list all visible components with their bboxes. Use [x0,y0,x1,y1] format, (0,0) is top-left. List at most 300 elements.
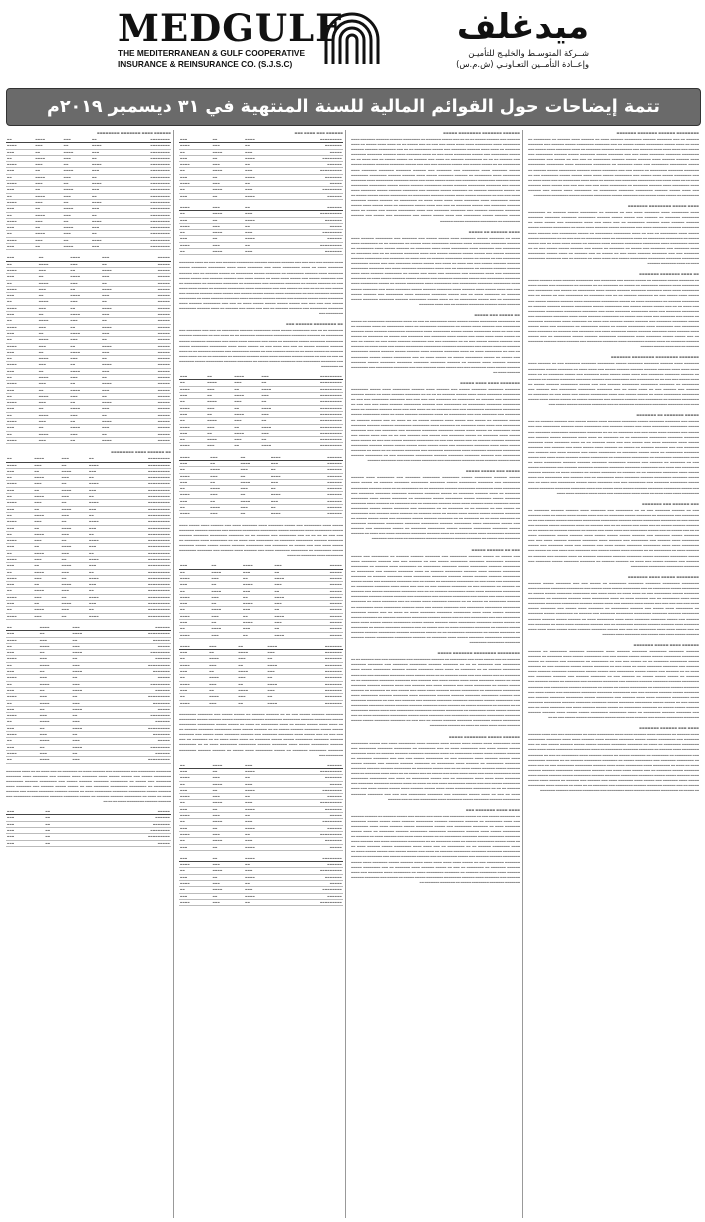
table-cell: ▬▬▬▬ [211,569,242,575]
table-cell: ▬▬▬▬▬▬▬▬▬ [288,393,343,399]
table-cell: ▬▬▬▬ [39,625,72,631]
table-cell: ▬▬▬▬ [208,694,237,700]
table-cell: ▬▬▬▬▬▬▬▬ [119,181,171,187]
table-cell: ▬▬▬ [179,430,206,436]
table-cell: ▬▬▬ [267,650,296,656]
table-cell: ▬▬▬ [179,874,212,880]
table-cell: ▬▬▬▬▬ [133,343,171,349]
table-cell: ▬▬▬ [179,174,212,180]
table-cell: ▬▬▬▬ [38,393,70,399]
table-cell: ▬▬ [72,732,105,738]
table-cell: ▬▬▬ [179,650,208,656]
table-cell: ▬▬▬▬▬▬ [277,893,343,899]
table-cell: ▬▬ [242,613,273,619]
table-cell: ▬▬ [179,467,209,473]
table-cell: ▬▬▬▬▬▬▬▬ [277,819,343,825]
table-cell: ▬▬ [91,193,119,199]
table-cell: ▬▬ [61,594,88,600]
table-cell: ▬▬▬▬ [237,650,266,656]
table-cell: ▬▬▬ [69,261,101,267]
table-cell: ▬▬▬ [6,487,33,493]
table-cell: ▬▬ [44,821,72,827]
table-cell: ▬▬ [244,831,277,837]
body-text: ▬▬▬▬ ▬▬▬▬▬▬▬▬ ▬▬▬▬ ▬▬▬▬▬ ▬▬▬▬ ▬▬▬▬▬ ▬▬▬▬ ▬▬▬▬▬▬ ▬▬▬▬ ▬▬▬▬▬▬▬▬ ▬▬▬▬ ▬▬▬ ▬▬▬▬▬ ▬▬▬▬▬▬▬▬ ▬▬▬▬▬ ▬▬▬▬▬ ▬▬▬▬ ▬▬▬ ▬▬▬▬▬▬▬▬ ▬▬▬▬ ▬▬ ▬▬▬ ▬▬▬▬▬▬▬▬ ▬▬ ▬▬▬▬▬▬▬▬ ▬▬▬▬▬▬▬ ▬▬▬▬▬▬▬▬ ▬▬▬ ▬▬▬▬▬▬ ▬▬▬▬▬▬ ▬▬▬▬ ▬▬▬▬▬ ▬▬▬▬▬▬▬▬ ▬▬ ▬▬▬▬ ▬▬▬▬▬▬▬ ▬▬▬▬▬▬▬ ▬▬▬▬▬▬ ▬▬▬▬▬▬ ▬▬ ▬▬▬▬ ▬▬▬▬▬▬▬ ▬▬▬▬ ▬▬▬▬▬ ▬▬▬▬▬▬ ▬▬▬▬ ▬▬▬▬▬▬▬ ▬▬▬ ▬▬ ▬▬▬▬▬▬▬▬ ▬▬▬▬▬ ▬▬▬ ▬▬▬ ▬▬▬ ▬▬▬▬▬▬▬ ▬▬▬▬▬▬▬ ▬▬ ▬▬▬▬▬▬▬ ▬▬▬▬▬▬▬▬ ▬▬ ▬▬▬▬▬▬ ▬▬▬▬ ▬▬▬▬▬▬▬▬ ▬▬ ▬▬▬▬▬▬▬ ▬▬▬▬▬▬ ▬▬▬▬▬▬ ▬▬▬ ▬▬▬▬▬▬ ▬▬▬▬▬ ▬▬▬▬▬▬ ▬▬▬▬▬ ▬▬▬▬▬▬ ▬▬▬▬▬ ▬▬▬▬ ▬▬ ▬▬ ▬▬▬ ▬▬▬▬▬ ▬▬▬▬▬▬▬ ▬▬ ▬▬▬▬▬▬▬▬ ▬▬▬▬▬▬ ▬▬▬▬▬▬ ▬▬▬▬▬▬▬ ▬▬▬▬ ▬▬▬▬▬▬▬▬ ▬▬▬▬ ▬▬▬ ▬▬▬▬ ▬▬▬▬ ▬▬▬▬ ▬▬▬ ▬▬▬▬▬ ▬▬ ▬▬▬ ▬▬▬▬▬ ▬▬ ▬▬ ▬▬▬▬ ▬▬▬▬ ▬▬▬▬▬▬▬ ▬▬ ▬▬▬▬ ▬▬▬▬▬▬▬ ▬▬▬▬ ▬▬▬▬ ▬▬▬▬ ▬▬▬▬▬▬▬▬ ▬▬ ▬▬▬ ▬▬▬▬▬ ▬▬▬▬▬▬▬▬ ▬▬ ▬▬▬▬ ▬▬▬ ▬▬▬▬▬▬▬▬ ▬▬▬▬▬▬▬▬ ▬▬▬▬▬▬▬▬ ▬▬▬▬▬ ▬▬▬ ▬▬▬ ▬▬▬▬▬ ▬▬▬▬▬▬▬▬ ▬▬▬▬ ▬▬▬ ▬▬ ▬▬▬▬ ▬▬ ▬▬▬▬ ▬▬▬▬▬▬ ▬▬▬▬▬▬▬ ▬▬▬▬▬▬▬ ▬▬▬ ▬▬▬▬▬▬ ▬▬ ▬▬ ▬▬ ▬▬▬▬▬▬▬▬ ▬▬▬▬▬▬▬▬ ▬▬▬▬ ▬▬▬▬ ▬▬▬▬▬ ▬▬▬▬▬▬ ▬▬▬▬ ▬▬▬▬▬ ▬▬▬▬▬ ▬▬▬▬ ▬▬▬ ▬▬▬▬ ▬▬▬▬ ▬▬ ▬▬▬ ▬▬ ▬▬▬▬ ▬▬▬▬▬ ▬▬▬▬▬▬▬ ▬▬▬ ▬▬▬▬▬▬▬ ▬▬▬▬▬▬▬▬ ▬▬▬ ▬▬▬ ▬▬▬ ▬▬▬▬▬▬▬ ▬▬▬▬▬▬▬ ▬▬▬▬▬▬▬▬ ▬▬▬▬▬▬ ▬▬▬▬▬▬▬ ▬▬▬▬▬ ▬▬▬▬▬▬▬ ▬▬▬▬ ▬▬▬▬▬▬▬▬ ▬▬▬ ▬▬ ▬▬▬ ▬▬▬▬▬▬ [351,741,520,801]
table-cell: ▬▬▬▬ [34,174,62,180]
table-cell: ▬▬▬ [38,362,70,368]
table-cell: ▬▬▬ [72,738,105,744]
table-cell: ▬▬ [101,374,133,380]
table-cell: ▬▬▬ [273,619,304,625]
table-cell: ▬▬▬ [69,374,101,380]
table-cell: ▬▬ [61,481,88,487]
table-cell: ▬▬▬ [38,324,70,330]
table-cell: ▬▬ [179,168,212,174]
table-cell: ▬▬▬▬▬▬▬ [104,637,171,643]
table-cell: ▬▬ [38,406,70,412]
table-cell: ▬▬▬ [88,468,115,474]
table-cell: ▬▬▬▬▬ [133,261,171,267]
table-row [179,899,343,905]
table-cell: ▬▬▬ [69,337,101,343]
table-cell: ▬▬▬ [244,781,277,787]
table-cell: ▬▬▬▬▬▬ [277,193,343,199]
table-cell: ▬▬▬▬▬▬▬▬▬ [115,512,171,518]
table-cell: ▬▬▬▬▬ [277,149,343,155]
table-cell: ▬▬▬ [33,538,60,544]
table-cell: ▬▬▬▬ [6,613,33,619]
table-cell: ▬▬▬ [212,881,245,887]
table-cell: ▬▬ [233,424,260,430]
table-cell: ▬▬▬▬▬▬▬▬ [277,887,343,893]
table-cell: ▬▬ [6,356,38,362]
table-cell: ▬▬ [38,255,70,261]
table-cell: ▬▬▬ [242,607,273,613]
table-cell: ▬▬▬ [101,330,133,336]
table-cell: ▬▬ [33,582,60,588]
table-cell: ▬▬ [101,299,133,305]
table-cell: ▬▬▬▬▬▬ [104,656,171,662]
table-cell: ▬▬ [208,650,237,656]
table-cell: ▬▬ [240,511,270,517]
table-row [6,244,171,250]
table-cell: ▬▬▬ [63,193,91,199]
table-cell: ▬▬▬▬ [33,588,60,594]
table-cell: ▬▬▬ [6,706,39,712]
notes-columns [4,130,701,1218]
table-cell: ▬▬ [39,706,72,712]
table-cell: ▬▬ [61,557,88,563]
table-cell: ▬▬▬▬ [38,261,70,267]
table-cell: ▬▬▬▬▬▬ [277,825,343,831]
body-text: ▬▬▬▬▬▬▬ ▬▬ ▬▬ ▬▬▬ ▬▬▬▬▬▬▬▬ ▬▬▬▬▬ ▬▬▬▬ ▬▬▬▬▬▬▬▬ ▬▬▬▬▬▬ ▬▬▬▬▬▬▬▬ ▬▬ ▬▬▬ ▬▬▬ ▬▬▬▬▬▬▬ ▬▬▬ ▬▬▬▬▬▬▬▬ ▬▬ ▬▬▬▬▬▬ ▬▬▬▬▬▬▬ ▬▬▬▬▬▬▬▬ ▬▬▬▬▬▬▬▬ ▬▬▬▬▬▬▬ ▬▬ ▬▬ ▬▬▬▬ ▬▬▬ ▬▬ ▬▬▬▬▬▬▬ ▬▬▬▬▬▬ ▬▬▬▬▬▬▬▬ ▬▬▬▬▬▬▬ ▬▬▬▬▬ ▬▬▬▬▬▬▬ ▬▬ ▬▬▬▬ ▬▬▬ ▬▬▬▬▬▬ ▬▬▬▬ ▬▬▬▬ ▬▬▬ ▬▬▬▬▬▬▬ ▬▬▬▬▬▬▬ ▬▬▬▬▬ ▬▬▬▬▬▬ ▬▬▬▬▬▬ ▬▬▬▬▬ ▬▬ ▬▬▬ ▬▬▬ ▬▬▬▬ ▬▬▬ ▬▬ ▬▬▬▬▬ ▬▬▬▬ ▬▬▬▬ ▬▬▬▬▬▬▬▬ ▬▬▬▬▬▬▬▬ ▬▬▬▬▬ ▬▬▬▬▬▬ ▬▬ ▬▬▬▬▬ ▬▬▬▬ ▬▬ ▬▬ ▬▬▬▬ ▬▬▬▬▬▬ ▬▬▬ ▬▬ ▬▬▬▬▬ ▬▬▬▬▬▬▬▬ ▬▬▬ ▬▬▬▬▬▬ ▬▬▬▬▬▬ ▬▬ ▬▬ ▬▬▬▬ ▬▬ ▬▬▬ ▬▬ ▬▬▬ ▬▬ ▬▬▬▬▬ ▬▬▬▬▬ ▬▬▬▬▬▬ ▬▬▬▬ ▬▬▬▬ ▬▬▬▬▬▬ ▬▬▬▬▬▬ ▬▬ ▬▬▬▬▬▬▬ ▬▬ ▬▬ ▬▬ ▬▬▬▬ ▬▬▬▬ ▬▬▬ ▬▬▬▬▬▬▬ ▬▬▬▬▬▬▬▬ ▬▬▬ ▬▬▬▬▬▬▬ ▬▬▬▬▬ ▬▬▬▬▬ ▬▬ ▬▬▬▬▬▬▬ ▬▬▬▬▬▬ ▬▬▬▬▬▬▬▬ ▬▬▬▬▬ ▬▬▬▬▬▬▬ ▬▬ ▬▬▬▬▬▬▬▬ [179,329,343,369]
table-cell: ▬▬▬ [261,430,288,436]
table-cell: ▬▬ [267,656,296,662]
table-cell: ▬▬▬▬ [261,405,288,411]
table-cell: ▬▬▬▬ [212,819,245,825]
section-heading: ▬▬▬ ▬▬▬▬▬▬ ▬▬▬ ▬▬▬▬▬▬▬ [642,501,699,506]
table-cell: ▬▬▬ [179,893,212,899]
table-cell: ▬▬▬▬ [6,675,39,681]
table-cell: ▬▬▬▬▬ [133,437,171,443]
table-cell: ▬▬▬ [179,563,211,569]
table-cell: ▬▬▬▬ [61,582,88,588]
table-cell: ▬▬▬▬ [61,601,88,607]
table-cell: ▬▬▬▬▬▬ [104,625,171,631]
table-cell: ▬▬▬ [212,162,245,168]
table-cell: ▬▬▬▬ [38,412,70,418]
table-cell: ▬▬▬▬▬▬ [277,794,343,800]
table-cell: ▬▬▬▬▬ [73,809,171,815]
table-cell: ▬▬ [6,261,38,267]
table-cell: ▬▬▬ [212,862,245,868]
table-cell: ▬▬▬ [72,625,105,631]
section-heading: ▬▬▬▬▬▬▬▬ ▬▬▬▬▬▬ ▬▬▬▬▬▬▬ ▬▬▬▬▬▬▬ [616,131,699,135]
table-cell: ▬▬▬ [91,206,119,212]
table-cell: ▬▬▬▬▬▬ [277,862,343,868]
table-cell: ▬▬▬▬ [244,787,277,793]
table-cell: ▬▬▬▬▬ [73,840,171,846]
financial-table [179,856,343,906]
table-cell: ▬▬▬▬ [240,498,270,504]
table-cell: ▬▬▬▬▬▬▬▬ [119,193,171,199]
table-cell: ▬▬▬ [211,594,242,600]
table-cell: ▬▬▬▬▬▬ [104,750,171,756]
table-cell: ▬▬ [179,249,212,255]
table-cell: ▬▬▬▬ [101,437,133,443]
table-cell: ▬▬▬▬▬▬ [300,460,343,466]
table-cell: ▬▬▬▬▬ [104,738,171,744]
table-cell: ▬▬▬▬▬▬▬▬▬ [104,725,171,731]
table-cell: ▬▬▬ [212,181,245,187]
body-text: ▬▬▬▬▬ ▬▬▬▬ ▬▬▬▬▬▬▬▬ ▬▬▬ ▬▬▬▬▬ ▬▬▬▬▬▬▬ ▬▬▬▬ ▬▬▬▬▬▬▬ ▬▬▬▬ ▬▬▬ ▬▬▬▬▬▬ ▬▬▬▬ ▬▬▬▬▬ ▬▬▬▬ ▬▬▬▬▬ ▬▬▬▬▬▬▬▬ ▬▬▬▬ ▬▬▬▬▬▬▬ ▬▬▬▬▬ ▬▬▬▬▬▬▬▬ ▬▬▬▬▬▬▬▬ ▬▬▬▬▬▬ ▬▬▬ ▬▬▬▬▬▬ ▬▬▬▬▬▬ ▬▬▬▬▬▬▬ ▬▬▬ ▬▬▬ ▬▬ ▬▬ ▬▬ ▬▬ ▬▬▬ ▬▬▬▬▬▬▬▬ ▬▬▬ ▬▬▬▬▬▬ ▬▬ ▬▬ ▬▬▬▬▬▬▬ ▬▬▬▬▬▬▬▬ ▬▬▬▬▬▬▬ ▬▬▬▬▬▬ ▬▬▬▬▬▬▬ ▬▬▬▬▬▬ ▬▬▬▬▬▬▬▬ ▬▬▬▬▬▬▬ ▬▬ ▬▬▬▬▬▬▬▬ ▬▬▬ ▬▬▬▬ ▬▬ ▬▬ ▬▬▬▬▬▬▬▬ ▬▬▬▬ ▬▬▬▬▬▬▬ ▬▬ ▬▬▬▬▬ ▬▬▬▬ ▬▬▬ ▬▬▬ ▬▬▬▬▬ ▬▬ ▬▬▬▬▬▬▬ ▬▬▬ ▬▬▬▬▬▬▬▬ ▬▬▬▬▬▬ ▬▬▬▬▬ ▬▬▬▬▬ ▬▬▬▬▬ ▬▬▬▬▬▬▬ ▬▬▬▬▬ ▬▬▬▬▬▬▬▬ ▬▬ ▬▬▬▬▬▬▬▬ ▬▬▬▬▬▬▬ ▬▬▬▬ ▬▬▬ ▬▬▬▬▬▬ ▬▬▬▬ ▬▬▬▬▬▬ ▬▬▬ ▬▬▬▬▬▬▬ ▬▬▬▬▬▬▬▬ ▬▬▬▬▬▬▬▬ ▬▬▬▬ ▬▬▬▬▬▬▬ ▬▬ ▬▬▬▬ [179,523,343,558]
table-cell: ▬▬▬▬▬ [133,381,171,387]
table-cell: ▬▬▬▬ [206,399,233,405]
section-heading: ▬▬▬▬▬▬▬▬ ▬▬▬▬▬ ▬▬▬▬ ▬▬▬▬▬▬▬ [627,574,699,579]
table-cell: ▬▬▬▬ [6,594,33,600]
table-cell: ▬▬ [34,187,62,193]
table-cell: ▬▬▬▬▬▬▬▬▬ [115,557,171,563]
table-cell: ▬▬▬▬▬ [133,255,171,261]
table-cell: ▬▬▬ [6,368,38,374]
table-cell: ▬▬▬ [61,569,88,575]
body-text: ▬▬▬▬▬▬ ▬▬ ▬▬▬ ▬▬▬▬▬ ▬▬▬▬ ▬▬▬ ▬▬▬▬▬▬▬▬ ▬▬ ▬▬▬▬▬▬ ▬▬▬▬▬▬▬▬ ▬▬▬ ▬▬▬▬▬▬▬▬ ▬▬▬ ▬▬▬ ▬▬▬▬▬▬ ▬▬ ▬▬ ▬▬▬▬▬▬▬▬ ▬▬▬ ▬▬▬▬▬▬▬ ▬▬ ▬▬ ▬▬ ▬▬▬▬▬▬▬ ▬▬▬▬▬▬ ▬▬▬▬▬▬▬▬ ▬▬▬▬▬▬▬ ▬▬▬ ▬▬▬▬▬▬▬ ▬▬▬▬▬▬▬ ▬▬▬▬▬▬▬▬ ▬▬▬▬▬▬ ▬▬ ▬▬ ▬▬▬▬▬▬▬ ▬▬ ▬▬▬▬ ▬▬▬▬ ▬▬▬▬▬▬▬ ▬▬▬▬▬ ▬▬▬▬▬▬ ▬▬▬▬▬▬▬▬ ▬▬▬▬▬ ▬▬▬▬ ▬▬▬▬▬▬▬ ▬▬ ▬▬▬ ▬▬▬▬▬ ▬▬▬ ▬▬▬ ▬▬▬▬ ▬▬▬▬▬▬ ▬▬ ▬▬ ▬▬▬▬ ▬▬▬▬▬ ▬▬▬▬ ▬▬▬▬▬▬▬ ▬▬▬▬▬▬▬ ▬▬▬ ▬▬▬ ▬▬▬▬ ▬▬▬▬ ▬▬ ▬▬▬▬▬ ▬▬▬▬▬▬▬ ▬▬▬▬ ▬▬▬▬ ▬▬▬▬▬ ▬▬▬▬ ▬▬▬ ▬▬▬▬▬▬ ▬▬▬ ▬▬▬▬▬▬▬ ▬▬▬▬▬▬▬ ▬▬▬▬▬▬▬▬ ▬▬ ▬▬ ▬▬▬▬▬ ▬▬▬▬▬ ▬▬ ▬▬▬▬▬▬▬▬ ▬▬▬▬ ▬▬▬ ▬▬▬▬▬▬ ▬▬▬▬ ▬▬▬ ▬▬▬▬▬▬ ▬▬▬ ▬▬▬▬ ▬▬▬▬▬▬ ▬▬▬▬▬▬ ▬▬▬▬▬▬▬ ▬▬▬▬▬▬▬▬ ▬▬▬▬▬▬▬▬ ▬▬ ▬▬▬▬▬▬▬▬ ▬▬▬▬▬ ▬▬▬▬▬▬ ▬▬▬▬ ▬▬▬▬ ▬▬▬ ▬▬▬▬▬ ▬▬▬ ▬▬ ▬▬▬▬▬▬▬ ▬▬ ▬▬▬▬▬▬ ▬▬▬ ▬▬▬▬▬▬ ▬▬▬▬▬▬▬▬ ▬▬▬▬▬▬▬ ▬▬▬▬▬▬ ▬▬▬▬▬▬ ▬▬▬▬▬▬▬▬ ▬▬▬▬ ▬▬▬▬▬▬▬ ▬▬▬▬▬▬ ▬▬▬▬▬▬▬▬ ▬▬▬▬ ▬▬▬ ▬▬▬▬▬▬▬▬ ▬▬▬▬▬ ▬▬▬▬▬▬▬ ▬▬▬▬▬▬▬ ▬▬▬▬▬▬▬ ▬▬▬▬▬▬ ▬▬▬ ▬▬▬▬▬▬ ▬▬▬ ▬▬▬ ▬▬ ▬▬▬▬▬▬▬ ▬▬▬▬▬▬▬ ▬▬ ▬▬ ▬▬▬▬▬▬ ▬▬ ▬▬▬▬▬▬▬ ▬▬▬▬▬ ▬▬ ▬▬▬▬▬▬ ▬▬▬▬ ▬▬▬▬▬▬▬ ▬▬▬▬▬▬ ▬▬▬▬▬▬ ▬▬▬▬▬ ▬▬▬▬▬▬▬ ▬▬▬▬▬▬▬▬ ▬▬▬▬▬▬ ▬▬▬▬▬ ▬▬▬▬ ▬▬▬▬▬▬▬▬ ▬▬ ▬▬▬▬▬▬▬▬ ▬▬▬▬▬▬ ▬▬▬▬▬▬▬▬ ▬▬▬▬▬▬▬▬ ▬▬▬ ▬▬▬▬ ▬▬▬▬▬ ▬▬▬▬▬▬▬▬ ▬▬▬▬▬▬▬ ▬▬▬▬▬▬▬▬ ▬▬▬▬▬▬▬▬ ▬▬▬▬▬▬▬▬ ▬▬▬ ▬▬▬▬▬▬▬ ▬▬▬▬ ▬▬▬▬▬ ▬▬▬▬▬▬▬▬ ▬▬▬▬▬▬▬▬ ▬▬▬▬ ▬▬ ▬▬▬ ▬▬▬▬▬▬▬▬ ▬▬▬▬▬ ▬▬▬▬▬▬▬▬ ▬▬▬▬▬▬▬ ▬▬▬▬▬▬ ▬▬▬▬▬ ▬▬ ▬▬▬ ▬▬▬ ▬▬ ▬▬▬▬▬▬▬ ▬▬▬▬▬▬▬ ▬▬▬▬▬ ▬▬▬▬▬ ▬▬▬▬▬▬ ▬▬▬▬ ▬▬▬▬ ▬▬▬▬ ▬▬ ▬▬▬▬ ▬▬ ▬▬▬▬▬▬ ▬▬▬▬▬▬▬▬ [351,658,520,728]
table-cell: ▬▬▬▬▬▬▬▬ [104,681,171,687]
table-cell: ▬▬ [61,500,88,506]
table-cell: ▬▬▬ [6,406,38,412]
table-cell: ▬▬▬ [267,687,296,693]
table-cell: ▬▬▬ [39,694,72,700]
brand-subtitle-en-1: THE MEDITERRANEAN & GULF COOPERATIVE [118,48,305,58]
table-cell: ▬▬ [101,412,133,418]
table-cell: ▬▬▬▬▬▬▬▬▬ [288,411,343,417]
table-cell: ▬▬▬▬ [6,500,33,506]
table-cell: ▬▬▬▬ [6,324,38,330]
table-cell: ▬▬ [244,242,277,248]
table-cell: ▬▬▬▬▬▬ [277,236,343,242]
table-cell: ▬▬▬ [209,511,239,517]
table-cell: ▬▬▬▬ [244,856,277,862]
table-cell: ▬▬▬▬▬▬▬▬ [119,206,171,212]
table-cell: ▬▬▬▬▬▬▬ [104,669,171,675]
table-cell: ▬▬ [38,349,70,355]
table-cell: ▬▬▬▬ [6,286,38,292]
table-cell: ▬▬▬ [33,613,60,619]
table-cell: ▬▬▬▬ [179,162,212,168]
table-cell: ▬▬ [6,337,38,343]
table-row [179,443,343,449]
table-cell: ▬▬▬▬▬ [133,280,171,286]
table-cell: ▬▬▬▬ [244,193,277,199]
table-cell: ▬▬▬▬▬▬▬ [296,675,343,681]
table-cell: ▬▬▬▬▬▬ [277,205,343,211]
table-cell: ▬▬ [209,479,239,485]
table-cell: ▬▬▬▬ [69,406,101,412]
table-cell: ▬▬▬▬▬▬▬▬ [119,162,171,168]
table-cell: ▬▬▬▬ [233,393,260,399]
table-cell: ▬▬▬▬ [244,893,277,899]
table-cell: ▬▬▬▬ [244,844,277,850]
table-cell: ▬▬▬ [6,330,38,336]
financial-table [6,809,171,847]
table-cell: ▬▬▬ [91,187,119,193]
table-cell: ▬▬▬ [6,821,44,827]
table-cell: ▬▬ [212,874,245,880]
table-cell: ▬▬ [212,217,245,223]
table-cell: ▬▬▬ [101,368,133,374]
table-cell: ▬▬▬▬ [211,588,242,594]
table-cell: ▬▬▬▬ [101,381,133,387]
table-cell: ▬▬▬▬ [212,187,245,193]
table-cell: ▬▬▬▬▬▬▬ [277,838,343,844]
table-cell: ▬▬▬ [88,506,115,512]
table-cell: ▬▬ [233,386,260,392]
table-cell: ▬▬▬▬▬▬▬ [296,687,343,693]
table-cell: ▬▬▬▬▬ [133,400,171,406]
table-cell: ▬▬▬▬▬▬ [300,492,343,498]
table-cell: ▬▬▬ [61,494,88,500]
table-cell: ▬▬▬▬▬▬ [300,505,343,511]
table-cell: ▬▬ [6,625,39,631]
section-heading: ▬▬▬▬▬▬ ▬▬▬ ▬▬▬▬ ▬▬▬ [294,131,343,135]
table-cell: ▬▬ [63,162,91,168]
table-cell: ▬▬ [244,899,277,905]
table-cell: ▬▬▬▬ [242,563,273,569]
table-cell: ▬▬▬▬ [69,255,101,261]
table-cell: ▬▬▬ [33,500,60,506]
table-cell: ▬▬▬▬▬ [133,286,171,292]
table-cell: ▬▬ [69,437,101,443]
table-cell: ▬▬ [211,601,242,607]
table-cell: ▬▬▬ [233,399,260,405]
table-cell: ▬▬▬ [38,305,70,311]
table-cell: ▬▬ [212,844,245,850]
table-cell: ▬▬ [6,569,33,575]
table-cell: ▬▬ [6,588,33,594]
table-cell: ▬▬▬▬▬▬▬ [277,143,343,149]
table-cell: ▬▬ [69,305,101,311]
table-cell: ▬▬ [179,505,209,511]
table-cell: ▬▬ [69,419,101,425]
table-cell: ▬▬▬▬ [242,619,273,625]
table-cell: ▬▬▬▬ [38,280,70,286]
table-cell: ▬▬▬▬ [6,400,38,406]
table-cell: ▬▬ [212,787,245,793]
table-cell: ▬▬▬▬▬▬▬▬▬ [104,694,171,700]
table-cell: ▬▬▬ [101,406,133,412]
table-cell: ▬▬▬▬ [6,694,39,700]
table-cell: ▬▬▬ [261,393,288,399]
table-cell: ▬▬▬▬▬ [133,293,171,299]
table-cell: ▬▬▬▬ [208,656,237,662]
table-cell: ▬▬▬▬ [6,419,38,425]
table-cell: ▬▬▬ [206,405,233,411]
table-cell: ▬▬ [206,393,233,399]
table-row [179,700,343,706]
table-cell: ▬▬ [101,318,133,324]
table-cell: ▬▬▬ [208,662,237,668]
table-cell: ▬▬▬▬ [6,237,34,243]
table-cell: ▬▬ [179,588,211,594]
table-cell: ▬▬▬▬ [244,874,277,880]
column-notes-middle [349,130,523,1218]
table-cell: ▬▬▬▬▬ [133,299,171,305]
table-cell: ▬▬ [6,681,39,687]
table-cell: ▬▬▬ [237,694,266,700]
table-cell: ▬▬ [261,399,288,405]
table-cell: ▬▬▬▬ [179,473,209,479]
table-cell: ▬▬▬ [237,656,266,662]
logo-arabic [384,6,589,70]
table-cell: ▬▬▬▬ [69,349,101,355]
table-cell: ▬▬▬ [6,631,39,637]
table-cell: ▬▬ [237,700,266,706]
table-cell: ▬▬▬▬▬ [277,844,343,850]
table-cell: ▬▬▬ [33,519,60,525]
table-cell: ▬▬▬▬▬ [277,813,343,819]
section-heading: ▬▬▬▬▬▬ ▬▬▬▬ ▬▬▬▬▬ ▬▬▬▬▬▬▬ [633,642,699,647]
table-cell: ▬▬▬▬ [63,225,91,231]
table-cell: ▬▬▬▬ [63,187,91,193]
table-cell: ▬▬▬ [212,831,245,837]
table-cell: ▬▬▬▬ [212,838,245,844]
table-cell: ▬▬ [6,662,39,668]
table-cell: ▬▬▬▬ [34,212,62,218]
table-cell: ▬▬ [209,460,239,466]
table-cell: ▬▬▬▬▬ [133,349,171,355]
table-cell: ▬▬▬▬ [33,531,60,537]
table-cell: ▬▬▬▬ [88,500,115,506]
table-cell: ▬▬▬▬ [240,460,270,466]
body-text: ▬▬▬ ▬▬▬▬▬ ▬▬ ▬▬▬▬▬ ▬▬▬▬▬▬ ▬▬▬▬▬▬▬▬ ▬▬▬ ▬▬▬▬▬▬▬ ▬▬▬▬▬▬ ▬▬▬▬▬▬ ▬▬ ▬▬▬▬▬▬▬▬ ▬▬▬ ▬▬▬▬▬ ▬▬▬▬▬▬▬ ▬▬▬▬▬▬▬▬ ▬▬▬▬▬▬▬ ▬▬▬▬▬▬▬▬ ▬▬▬▬▬ ▬▬▬ ▬▬ ▬▬▬▬▬▬ ▬▬▬ ▬▬▬ ▬▬▬▬▬▬ ▬▬▬▬▬▬▬ ▬▬▬▬ ▬▬▬▬▬▬▬▬ ▬▬▬▬▬▬ ▬▬▬▬▬▬▬▬ ▬▬▬▬▬ ▬▬▬▬▬▬▬ ▬▬▬▬▬▬▬▬ ▬▬ ▬▬▬▬▬▬▬▬ ▬▬▬▬ ▬▬▬▬▬▬ ▬▬ ▬▬▬▬▬▬▬▬ ▬▬▬▬▬▬▬▬ ▬▬▬▬▬▬ ▬▬▬▬ ▬▬▬▬▬▬ ▬▬▬▬▬▬▬▬ ▬▬▬▬▬▬ ▬▬ ▬▬▬▬ ▬▬▬▬▬▬▬ ▬▬▬▬▬▬ ▬▬▬ ▬▬▬▬▬▬▬▬ ▬▬ ▬▬▬▬▬▬▬▬ ▬▬▬▬▬▬ ▬▬▬▬▬▬ ▬▬▬▬▬ ▬▬▬▬▬▬ ▬▬▬▬▬▬▬ ▬▬▬▬▬▬▬▬ ▬▬▬▬ ▬▬▬▬▬▬▬ ▬▬▬▬▬▬ ▬▬ ▬▬▬▬▬▬▬ ▬▬▬▬▬▬▬▬ ▬▬▬ ▬▬▬▬ ▬▬▬ ▬▬ ▬▬▬▬▬▬▬▬ ▬▬▬▬▬▬▬ ▬▬ ▬▬▬▬▬ ▬▬ ▬▬▬ ▬▬▬▬▬▬▬ ▬▬▬▬▬▬▬ ▬▬▬ ▬▬▬▬▬ ▬▬▬▬▬ ▬▬ ▬▬▬▬▬▬ ▬▬ ▬▬▬▬▬▬▬ ▬▬▬ ▬▬ ▬▬▬▬▬▬▬ ▬▬▬▬▬▬ ▬▬▬ ▬▬ ▬▬▬ ▬▬▬ ▬▬▬▬ ▬▬▬▬ ▬▬▬▬▬▬▬ ▬▬▬▬▬▬▬▬ ▬▬ ▬▬▬▬▬▬▬▬ ▬▬▬▬▬▬▬▬ ▬▬▬▬ ▬▬▬▬ ▬▬▬▬▬▬▬▬ ▬▬▬▬▬▬ ▬▬ ▬▬ ▬▬▬ ▬▬▬▬▬▬▬ ▬▬▬▬▬▬▬▬ ▬▬▬▬▬ ▬▬▬ ▬▬▬▬▬▬ ▬▬▬▬▬▬▬ ▬▬▬▬ ▬▬▬ ▬▬▬▬▬ ▬▬▬ ▬▬▬▬▬▬▬▬ ▬▬▬▬▬▬ ▬▬▬ ▬▬▬▬▬▬▬▬ ▬▬▬ ▬▬▬▬▬▬ ▬▬▬▬▬ ▬▬▬▬▬▬ ▬▬▬▬▬▬▬▬ ▬▬▬▬▬▬ ▬▬▬▬▬▬▬▬ ▬▬ ▬▬▬▬▬ ▬▬ ▬▬ ▬▬▬▬▬▬ ▬▬▬▬▬▬▬ ▬▬▬▬ ▬▬▬▬▬ ▬▬ ▬▬▬ ▬▬▬▬▬▬▬ ▬▬▬▬ ▬▬ ▬▬▬▬▬▬▬ ▬▬▬▬▬▬▬▬ ▬▬▬▬▬▬▬▬ ▬▬▬▬▬▬▬▬ ▬▬▬ ▬▬▬▬▬▬▬ ▬▬▬▬▬ ▬▬▬ ▬▬▬▬ ▬▬▬▬▬▬ ▬▬▬▬▬▬▬▬ ▬▬▬▬ ▬▬▬▬▬▬▬▬ ▬▬ ▬▬▬▬▬▬▬ ▬▬▬▬▬ ▬▬▬▬ ▬▬▬▬ ▬▬▬▬▬▬▬▬ ▬▬▬▬▬▬▬ ▬▬▬▬▬▬▬ ▬▬▬▬ ▬▬ ▬▬▬▬ ▬▬ ▬▬▬ ▬▬▬▬▬ ▬▬▬▬▬▬▬ ▬▬▬▬▬▬▬▬ ▬▬▬ ▬▬▬ ▬▬▬▬▬▬▬▬ ▬▬▬ ▬▬ ▬▬▬ ▬▬▬▬▬ ▬▬▬▬▬▬ ▬▬▬▬▬▬▬ ▬▬▬▬▬▬▬ ▬▬▬▬▬▬ ▬▬ ▬▬▬▬▬▬▬ ▬▬▬▬▬ ▬▬ ▬▬▬▬▬ ▬▬▬▬▬ ▬▬▬▬▬▬▬ ▬▬▬▬▬▬▬▬ ▬▬▬▬ ▬▬▬▬▬▬ ▬▬▬▬▬ ▬▬▬▬▬ ▬▬▬▬▬▬▬▬ ▬▬▬▬▬ ▬▬▬▬▬ ▬▬▬▬ ▬▬▬▬ ▬▬▬▬▬ ▬▬▬▬▬▬ ▬▬ ▬▬▬▬▬▬▬ ▬▬▬▬▬▬▬ ▬▬▬▬ ▬▬ ▬▬▬ ▬▬▬▬▬ ▬▬ ▬▬▬ ▬▬▬▬▬▬ ▬▬▬▬▬▬▬ ▬▬▬▬▬ ▬▬ ▬▬▬▬▬▬▬▬ ▬▬ ▬▬▬▬▬▬▬ ▬▬▬▬▬ ▬▬ ▬▬▬▬▬▬▬▬ ▬▬▬▬▬▬▬▬ ▬▬ ▬▬ ▬▬▬▬▬ ▬▬▬▬▬▬▬ ▬▬▬▬▬▬ ▬▬▬▬▬▬▬▬ ▬▬▬▬▬▬ ▬▬▬▬▬▬ ▬▬▬▬▬▬▬▬ ▬▬▬▬▬▬▬▬ ▬▬▬▬▬▬▬ ▬▬▬▬▬ ▬▬▬▬ ▬▬▬▬▬▬▬ ▬▬ ▬▬▬▬▬▬ ▬▬▬▬▬▬▬▬ ▬▬▬▬▬▬▬▬ ▬▬▬▬▬ ▬▬▬▬▬▬ ▬▬▬▬▬▬▬ ▬▬▬▬▬▬▬▬ ▬▬▬▬▬▬▬▬ [351,554,520,645]
table-cell: ▬▬▬▬ [261,386,288,392]
table-cell: ▬▬ [33,487,60,493]
table-cell: ▬▬ [179,781,212,787]
table-cell: ▬▬▬▬ [267,662,296,668]
table-cell: ▬▬▬ [88,544,115,550]
table-cell: ▬▬▬▬ [206,380,233,386]
table-cell: ▬▬▬▬ [88,594,115,600]
table-cell: ▬▬ [39,631,72,637]
table-cell: ▬▬▬ [33,481,60,487]
table-cell: ▬▬▬▬▬▬▬ [296,681,343,687]
table-cell: ▬▬▬ [6,582,33,588]
table-cell: ▬▬▬ [270,460,300,466]
table-cell: ▬▬▬▬ [33,456,60,462]
table-cell: ▬▬▬▬▬▬▬▬▬ [115,475,171,481]
table-cell: ▬▬▬▬ [179,632,211,638]
table-cell: ▬▬▬▬ [179,386,206,392]
table-cell: ▬▬▬▬▬ [133,356,171,362]
table-cell: ▬▬▬ [6,349,38,355]
section-heading: ▬▬ ▬▬▬▬▬▬▬▬ ▬▬▬▬▬▬ ▬▬▬ [286,322,343,327]
table-cell: ▬▬ [208,669,237,675]
table-cell: ▬▬ [237,681,266,687]
table-cell: ▬▬ [212,806,245,812]
body-text: ▬▬▬▬▬ ▬▬▬ ▬▬▬▬▬▬▬ ▬▬▬▬▬▬▬ ▬▬▬▬▬ ▬▬▬▬▬▬▬ ▬▬▬▬▬▬ ▬▬▬▬ ▬▬▬▬▬ ▬▬▬▬▬ ▬▬▬ ▬▬▬▬▬▬ ▬▬▬▬▬▬ ▬▬ ▬▬▬ ▬▬▬▬▬ ▬▬▬▬▬▬▬▬ ▬▬▬▬▬▬▬▬ ▬▬▬▬ ▬▬▬ ▬▬▬▬▬ ▬▬▬▬▬▬ ▬▬▬ ▬▬▬▬▬▬▬▬ ▬▬▬▬ ▬▬▬▬▬▬ ▬▬▬▬▬▬▬▬ ▬▬▬ ▬▬▬ ▬▬▬▬▬ ▬▬▬ ▬▬▬▬▬▬ ▬▬▬▬ ▬▬▬▬ ▬▬▬ ▬▬▬ ▬▬▬▬▬▬▬ ▬▬ ▬▬ ▬▬ ▬▬▬▬▬▬▬ ▬▬▬▬▬▬▬▬ ▬▬▬▬▬▬▬▬ ▬▬▬▬▬▬▬ ▬▬▬ ▬▬▬▬▬▬▬ ▬▬▬▬▬▬▬ ▬▬▬▬▬▬▬▬ ▬▬▬▬▬▬▬▬ ▬▬ ▬▬ ▬▬▬▬▬▬▬ ▬▬ ▬▬▬▬ ▬▬▬▬ ▬▬▬▬▬▬▬ ▬▬▬▬▬ ▬▬▬▬▬▬ ▬▬▬ ▬▬▬▬▬ ▬▬▬▬ ▬▬▬▬▬▬▬ ▬▬▬▬ ▬▬▬ ▬▬▬▬▬ ▬▬▬ ▬▬▬ ▬▬▬▬ ▬▬▬▬▬▬ ▬▬ ▬▬ ▬▬▬▬ ▬▬▬▬▬▬▬ ▬▬▬▬ ▬▬▬▬▬▬▬ ▬▬▬▬▬▬▬ ▬▬▬ ▬▬▬ ▬▬▬▬▬▬ ▬▬▬▬▬▬ ▬▬ ▬▬▬▬▬ ▬▬ ▬▬▬▬▬▬ ▬▬▬▬ ▬▬▬▬▬ ▬▬▬▬ ▬▬▬ ▬▬▬▬▬▬ ▬▬▬ ▬▬▬▬▬▬▬ ▬▬▬▬▬▬▬ ▬▬▬▬▬▬▬▬ ▬▬ ▬▬▬▬ ▬▬▬▬▬ ▬▬▬▬▬▬▬ ▬▬ ▬▬▬▬▬▬▬▬ ▬▬▬▬ ▬▬▬ ▬▬▬▬▬▬ ▬▬▬▬ ▬▬▬ ▬▬▬▬▬▬ ▬▬▬ ▬▬▬▬ ▬▬▬▬▬▬▬▬ ▬▬▬▬▬▬▬▬ ▬▬ ▬▬▬▬▬▬▬▬ ▬▬▬▬▬▬▬▬ ▬▬ ▬▬▬▬▬▬▬▬ ▬▬▬▬▬ ▬▬▬▬▬▬ ▬▬▬▬ ▬▬▬▬ ▬▬▬ ▬▬▬▬▬ ▬▬▬ ▬▬ ▬▬▬▬▬▬▬ ▬▬ ▬▬▬▬▬▬ ▬▬▬ ▬▬▬▬▬▬ ▬▬▬▬▬▬▬▬ ▬▬▬▬▬▬▬ ▬▬▬▬▬▬ ▬▬▬▬▬▬ ▬▬▬▬▬▬▬▬ ▬▬▬▬ ▬▬ ▬▬▬▬▬▬▬▬ ▬▬▬ ▬▬▬▬ ▬▬▬ ▬▬▬▬▬▬▬▬ ▬▬▬▬▬▬▬ ▬▬▬▬▬▬▬ ▬▬▬▬▬▬▬ ▬▬▬▬▬▬▬ ▬▬▬▬▬▬ ▬▬▬ ▬▬▬▬▬▬▬▬ ▬▬▬▬▬ ▬▬▬▬▬ ▬▬▬▬ ▬▬▬▬▬▬▬ ▬▬▬▬▬▬▬ ▬▬ ▬▬ ▬▬▬▬▬▬ ▬▬ ▬▬▬▬▬▬▬ ▬▬▬▬▬ ▬▬ ▬▬▬▬▬▬ ▬▬▬▬ ▬▬ ▬▬▬▬▬▬ ▬▬▬▬▬▬ ▬▬▬▬▬ ▬▬▬▬▬▬▬ ▬▬▬▬▬▬▬▬ ▬▬▬▬▬▬ ▬▬▬▬▬▬▬ ▬▬▬▬ ▬▬▬▬▬▬▬▬ ▬▬ ▬▬▬ ▬▬▬▬▬▬ ▬▬▬ ▬▬▬▬▬▬▬▬ ▬▬▬ ▬▬▬▬ ▬▬▬▬▬ ▬▬▬▬▬▬▬▬ ▬▬▬▬▬▬▬ ▬▬▬ ▬▬▬▬▬▬▬▬ ▬▬▬ ▬▬▬ ▬▬▬▬▬▬▬ ▬▬▬▬ ▬▬▬▬▬ ▬▬▬▬▬▬▬▬ ▬▬▬ ▬▬▬▬ ▬▬ ▬▬▬ ▬▬▬ ▬▬▬▬▬ ▬▬▬▬▬▬▬▬ ▬▬▬▬▬▬▬ ▬▬▬▬▬▬ ▬▬▬▬▬ ▬▬▬▬ ▬▬▬▬▬ ▬▬▬ ▬▬▬▬ ▬▬▬▬▬▬▬ ▬▬▬▬▬▬▬ ▬▬▬▬▬▬▬ ▬▬▬▬▬ ▬▬▬▬▬▬▬▬ ▬▬▬▬ ▬▬▬▬ ▬▬▬▬ ▬▬ ▬▬▬▬ ▬▬▬▬ ▬▬▬▬▬▬▬▬ ▬▬▬ ▬▬▬▬ ▬▬▬▬ ▬▬▬▬▬▬ ▬▬▬▬ ▬▬▬▬ [528,420,699,495]
table-cell: ▬▬▬▬▬▬▬▬ [119,225,171,231]
table-cell: ▬▬▬ [34,237,62,243]
table-cell: ▬▬▬ [61,531,88,537]
table-cell: ▬▬▬▬ [244,806,277,812]
table-row [6,840,171,846]
table-cell: ▬▬ [44,809,72,815]
table-cell: ▬▬▬ [6,255,38,261]
table-cell: ▬▬▬▬▬ [305,601,343,607]
table-cell: ▬▬ [38,330,70,336]
table-cell: ▬▬▬ [88,601,115,607]
table-cell: ▬▬▬▬ [212,887,245,893]
table-cell: ▬▬▬▬ [273,594,304,600]
table-cell: ▬▬▬▬ [33,607,60,613]
table-cell: ▬▬ [240,492,270,498]
table-cell: ▬▬▬▬ [38,374,70,380]
table-cell: ▬▬▬▬ [34,231,62,237]
table-cell: ▬▬▬ [38,419,70,425]
table-cell: ▬▬▬▬▬▬▬▬▬ [277,800,343,806]
table-cell: ▬▬▬ [179,844,212,850]
table-cell: ▬▬▬▬▬▬▬▬▬ [277,899,343,905]
table-cell: ▬▬▬▬ [211,607,242,613]
table-cell: ▬▬ [208,687,237,693]
table-cell: ▬▬▬▬▬▬▬▬▬ [115,613,171,619]
table-cell: ▬▬▬ [244,187,277,193]
table-cell: ▬▬▬▬ [179,662,208,668]
table-cell: ▬▬▬ [179,856,212,862]
table-cell: ▬▬▬▬▬▬ [300,467,343,473]
table-cell: ▬▬ [88,475,115,481]
table-row [179,511,343,517]
table-cell: ▬▬▬▬ [261,424,288,430]
table-cell: ▬▬▬▬ [69,368,101,374]
table-cell: ▬▬ [211,563,242,569]
table-cell: ▬▬▬▬ [38,431,70,437]
table-cell: ▬▬ [69,381,101,387]
table-cell: ▬▬▬▬▬ [305,569,343,575]
table-cell: ▬▬ [34,225,62,231]
brand-subtitle-ar-2: وإعــادة التأمــين التعـاونـي (ش.م.س) [456,59,589,69]
table-cell: ▬▬▬ [179,669,208,675]
table-cell: ▬▬ [261,418,288,424]
table-cell: ▬▬ [88,569,115,575]
table-cell: ▬▬▬▬▬ [133,305,171,311]
table-cell: ▬▬▬▬ [244,768,277,774]
table-cell: ▬▬▬▬▬▬▬▬▬ [288,405,343,411]
table-cell: ▬▬▬▬▬ [277,181,343,187]
table-cell: ▬▬ [6,531,33,537]
table-cell: ▬▬▬▬▬▬▬▬ [119,137,171,143]
table-cell: ▬▬▬ [91,149,119,155]
table-cell: ▬▬▬ [38,343,70,349]
